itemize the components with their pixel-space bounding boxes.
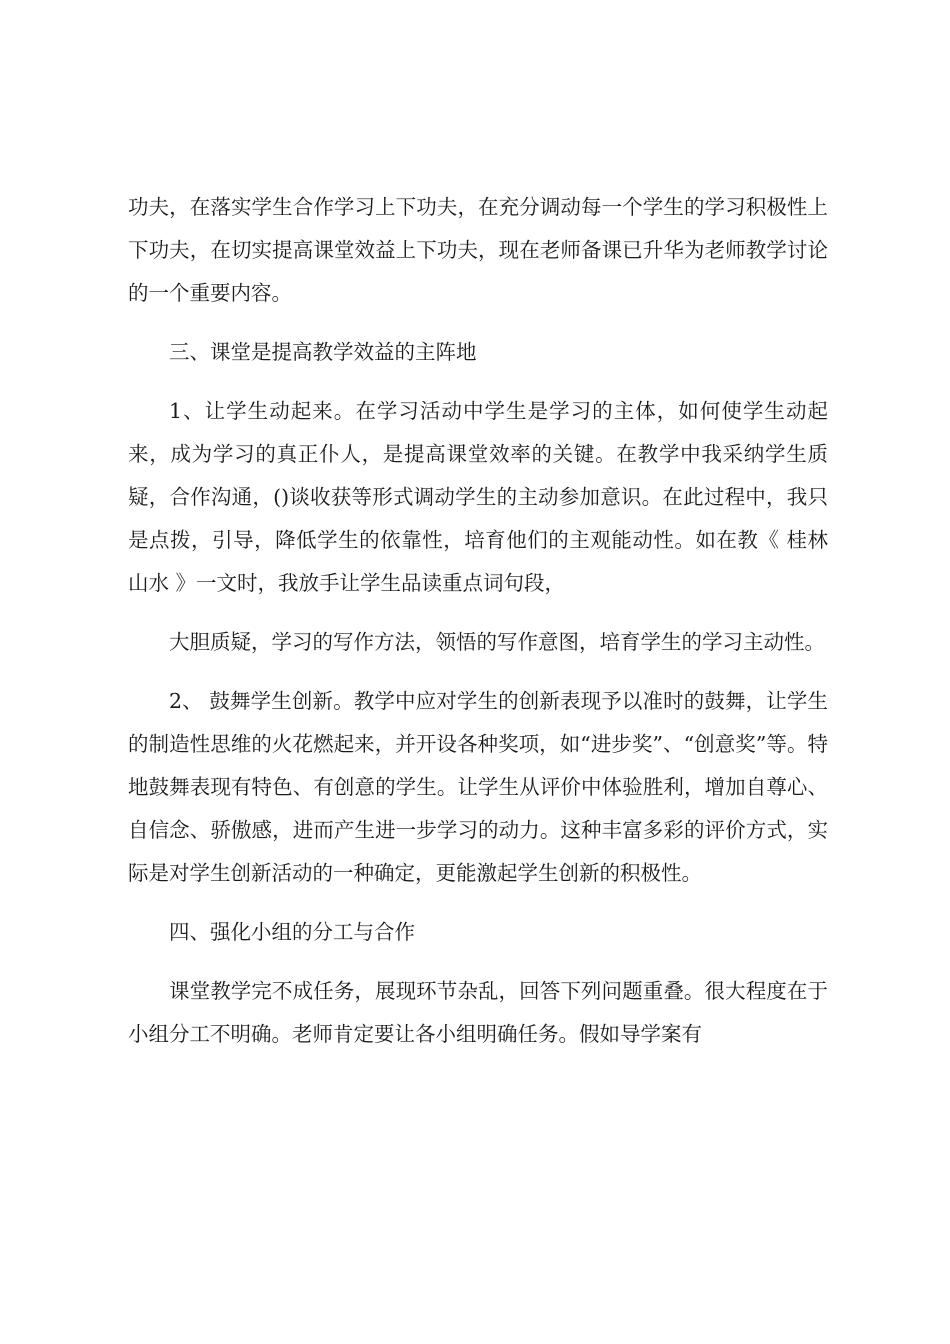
paragraph-3: 大胆质疑，学习的写作方法，领悟的写作意图，培育学生的学习主动性。 <box>169 630 825 654</box>
document-body <box>128 186 828 1072</box>
section-heading-4: 四、强化小组的分工与合作 <box>169 920 415 944</box>
paragraph-5: 课堂教学完不成任务，展现环节杂乱，回答下列问题重叠。很大程度在于小组分工不明确。老师肯定要让各小组明确任务。假如导学案有 <box>128 979 828 1046</box>
paragraph-2: 1、让学生动起来。在学习活动中学生是学习的主体，如何使学生动起来，成为学习的真正仆人，是提高课堂效率的关键。在教学中我采纳学生质疑，合作沟通，()谈收获等形式调动学生的主动参加意识。在此过程中，我只是点拨，引导，降低学生的依靠性，培育他们的主观能动性。如在教《 桂林山水 》一文时，我放手让学生品读重点词句段， <box>128 399 828 595</box>
paragraph-1: 功夫，在落实学生合作学习上下功夫，在充分调动每一个学生的学习积极性上下功夫，在切实提高课堂效益上下功夫，现在老师备课已升华为老师教学讨论的一个重要内容。 <box>128 195 828 305</box>
paragraph-4: 2、 鼓舞学生创新。教学中应对学生的创新表现予以准时的鼓舞，让学生的制造性思维的火花燃起来，并开设各种奖项，如“进步奖”、“创意奖”等。特地鼓舞表现有特色、有创意的学生。让学生从评价中体验胜利，增加自尊心、自信念、骄傲感，进而产生进一步学习的动力。这种丰富多彩的评价方式，实际是对学生创新活动的一种确定，更能激起学生创新的积极性。 <box>128 689 828 885</box>
section-heading-3: 三、课堂是提高教学效益的主阵地 <box>169 340 477 364</box>
